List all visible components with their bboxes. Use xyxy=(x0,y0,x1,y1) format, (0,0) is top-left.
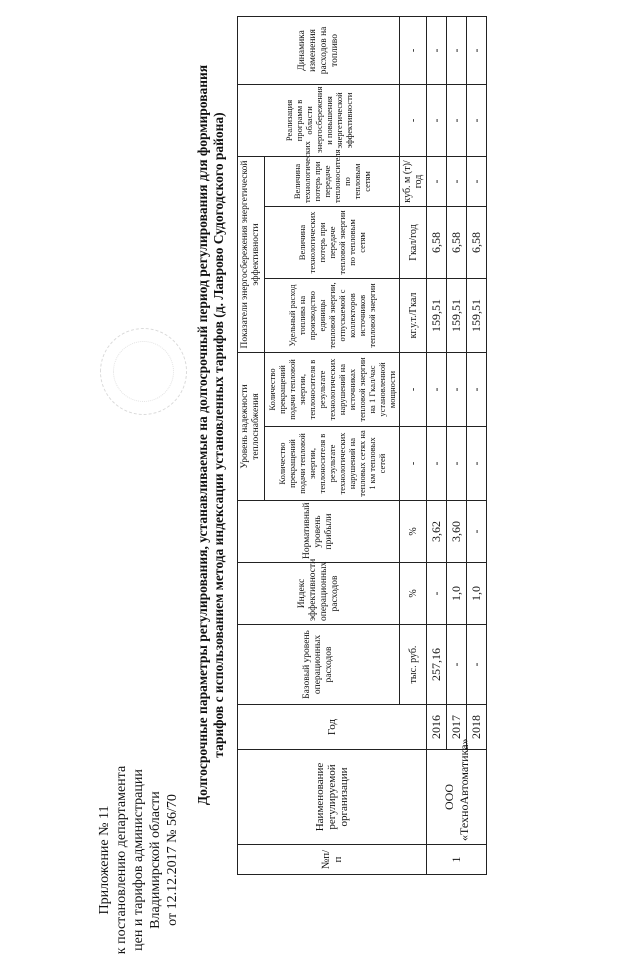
unit-efficiency-index: % xyxy=(400,563,427,625)
cell-fuel-consumption: 159,51 xyxy=(467,278,487,352)
cell-efficiency-index: 1,0 xyxy=(467,563,487,625)
cell-base-costs: - xyxy=(447,625,467,705)
cell-fuel-consumption: 159,51 xyxy=(447,278,467,352)
cell-reliability-networks: - xyxy=(427,427,447,501)
organization-name: ООО «ТехноАвтоматика» xyxy=(427,750,487,845)
cell-fuel-consumption: 159,51 xyxy=(427,278,447,352)
appendix-header xyxy=(96,760,181,960)
row-number: 1 xyxy=(427,845,487,875)
cell-reliability-networks: - xyxy=(447,427,467,501)
cell-profit-level: - xyxy=(467,501,487,563)
header-profit-level: Нормативный уровень прибыли xyxy=(238,501,400,563)
cell-carrier-losses: - xyxy=(467,156,487,206)
appendix-date: от 12.12.2017 № 56/70 xyxy=(165,794,180,926)
header-program: Реализация программ в области энергосбережения и повышения энергетической эффективности xyxy=(238,84,400,156)
cell-heat-losses: 6,58 xyxy=(467,206,487,278)
header-fuel-dynamics: Динамика изменения расходов на топливо xyxy=(238,16,400,84)
cell-efficiency-index: - xyxy=(427,563,447,625)
unit-fuel-consumption: кг.у.т./Гкал xyxy=(400,278,427,352)
cell-profit-level: 3,60 xyxy=(447,501,467,563)
unit-reliability-sources: - xyxy=(400,352,427,426)
title-line: тарифов с использованием метода индексации установленных тарифов (д. Лаврово Судогодского района) xyxy=(211,112,226,758)
cell-program: - xyxy=(427,84,447,156)
stamp-seal xyxy=(100,328,187,415)
header-reliability-group: Уровень надежности теплоснабжения xyxy=(238,352,265,500)
header-efficiency-index: Индекс эффективности операционных расходов xyxy=(238,563,400,625)
cell-fuel-dynamics: - xyxy=(467,16,487,84)
unit-heat-losses: Гкал/год xyxy=(400,206,427,278)
appendix-line: к постановлению департамента xyxy=(114,765,129,955)
cell-reliability-sources: - xyxy=(427,352,447,426)
cell-reliability-sources: - xyxy=(447,352,467,426)
unit-reliability-networks: - xyxy=(400,427,427,501)
header-base-costs: Базовый уровень операционных расходов xyxy=(238,625,400,705)
title-line: Долгосрочные параметры регулирования, устанавливаемые на долгосрочный период регулирования для формирования xyxy=(195,64,210,806)
cell-reliability-sources: - xyxy=(467,352,487,426)
cell-heat-losses: 6,58 xyxy=(427,206,447,278)
cell-carrier-losses: - xyxy=(427,156,447,206)
table-header-row xyxy=(238,16,265,874)
appendix-line: Владимирской области xyxy=(148,791,163,929)
header-num: №п/п xyxy=(238,845,427,875)
appendix-number: Приложение № 11 xyxy=(97,805,112,915)
unit-fuel-dynamics: - xyxy=(400,16,427,84)
cell-efficiency-index: 1,0 xyxy=(447,563,467,625)
cell-program: - xyxy=(467,84,487,156)
header-heat-losses: Величина технологических потерь при передаче тепловой энергии по тепловым сетям xyxy=(265,206,400,278)
header-organization: Наименование регулируемой организации xyxy=(238,750,427,845)
header-reliability-networks: Количество прекращений подачи тепловой энергии, теплоносителя в результате технологических нарушений на тепловых сетях на 1 км тепловых сетей xyxy=(265,427,400,501)
unit-carrier-losses: куб. м (т)/год xyxy=(400,156,427,206)
cell-base-costs: 257,16 xyxy=(427,625,447,705)
document-title xyxy=(195,55,227,815)
cell-profit-level: 3,62 xyxy=(427,501,447,563)
cell-fuel-dynamics: - xyxy=(447,16,467,84)
unit-program: - xyxy=(400,84,427,156)
cell-base-costs: - xyxy=(467,625,487,705)
unit-profit-level: % xyxy=(400,501,427,563)
cell-carrier-losses: - xyxy=(447,156,467,206)
cell-program: - xyxy=(447,84,467,156)
header-energy-group: Показатели энергосбережения энергетической эффективности xyxy=(238,156,265,352)
appendix-line: цен и тарифов администрации xyxy=(131,769,146,951)
table-row xyxy=(427,16,447,874)
cell-heat-losses: 6,58 xyxy=(447,206,467,278)
cell-reliability-networks: - xyxy=(467,427,487,501)
cell-fuel-dynamics: - xyxy=(427,16,447,84)
unit-base-costs: тыс. руб. xyxy=(400,625,427,705)
cell-year: 2017 xyxy=(447,705,467,750)
header-year: Год xyxy=(238,705,427,750)
header-fuel-consumption: Удельный расход топлива на производство единицы тепловой энергии, отпускаемой с коллекторов источников тепловой энергии xyxy=(265,278,400,352)
cell-year: 2016 xyxy=(427,705,447,750)
cell-year: 2018 xyxy=(467,705,487,750)
parameters-table xyxy=(237,16,487,875)
header-carrier-losses: Величина технологических потерь при передаче теплоносителя по тепловым сетям xyxy=(265,156,400,206)
header-reliability-sources: Количество прекращений подачи тепловой энергии, теплоносителя в результате технологических нарушений на источниках тепловой энергии на 1 Гкал/час установленной мощности xyxy=(265,352,400,426)
